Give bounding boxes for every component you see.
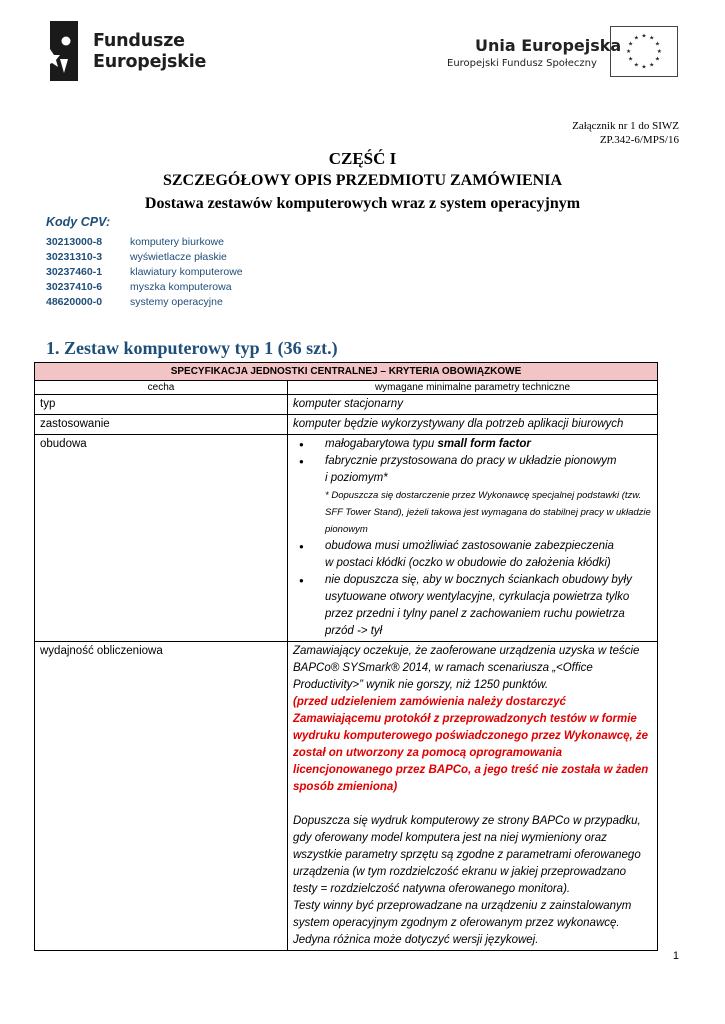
- paragraph: Testy winny być przeprowadzane na urządzeniu z zainstalowanym system operacyjnym zgodnym z oferowanym przez wykonawcę. Jedyna różnica może dotyczyć wersji językowej.: [293, 900, 632, 946]
- case-code: ZP.342-6/MPS/16: [599, 134, 679, 146]
- svg-text:★: ★: [626, 48, 632, 55]
- annex-reference: Załącznik nr 1 do SIWZ: [572, 120, 679, 132]
- fundusze-europejskie-logo-icon: [46, 19, 82, 83]
- part-title: CZĘŚĆ I: [328, 149, 397, 168]
- section-heading: 1. Zestaw komputerowy typ 1 (36 szt.): [46, 338, 338, 358]
- svg-text:★: ★: [627, 56, 634, 63]
- list-item-text: obudowa musi umożliwiać zastosowanie zabezpieczenia: [325, 540, 614, 552]
- list-item-text: w postaci kłódki (oczko w obudowie do założenia kłódki): [325, 557, 611, 569]
- svg-text:★: ★: [649, 62, 655, 69]
- svg-text:★: ★: [641, 33, 647, 40]
- row-label: obudowa: [35, 435, 288, 642]
- cpv-code: 30237410-6: [46, 281, 103, 293]
- cpv-desc: myszka komputerowa: [130, 281, 232, 293]
- list-item-bold: small form factor: [437, 438, 531, 450]
- table-row: [35, 415, 658, 435]
- row-value: [288, 642, 658, 951]
- row-label: wydajność obliczeniowa: [35, 642, 288, 951]
- table-row: [35, 642, 658, 951]
- list-item: [293, 538, 652, 572]
- row-label: zastosowanie: [35, 415, 288, 435]
- list-item: [293, 453, 652, 538]
- eu-flag-icon: [610, 26, 678, 77]
- table-row: [35, 435, 658, 642]
- footnote: * Dopuszcza się dostarczenie przez Wykonawcę specjalnej podstawki (tzw. SFF Tower Stand), jeżeli takowa jest wymagana do stabilnej pracy w układzie pionowym: [325, 490, 651, 535]
- fe-logo-line1: Fundusze: [93, 31, 185, 51]
- cpv-code: 30231310-3: [46, 251, 103, 263]
- list-item: [293, 436, 652, 453]
- svg-text:★: ★: [649, 35, 655, 42]
- list-item: ● nie dopuszcza się, aby w bocznych ściankach obudowy były usytuowane otwory wentylacyjne, cyrkulacja powietrza tylko przez przedni i tylny panel z zachowaniem ruchu powietrza przód -> tył: [293, 572, 652, 640]
- cpv-code: 48620000-0: [46, 296, 103, 308]
- list-item-text: małogabarytowa typu: [325, 438, 438, 450]
- svg-text:★: ★: [641, 64, 647, 71]
- svg-text:★: ★: [656, 48, 662, 55]
- paragraph: Zamawiający oczekuje, że zaoferowane urządzenia uzyska w teście BAPCo® SYSmark® 2014, w ramach scenariusza „<Office Productivity>” wynik nie gorszy, niż 1250 punktów.: [293, 645, 640, 691]
- row-value: komputer stacjonarny: [288, 395, 658, 415]
- main-title: SZCZEGÓŁOWY OPIS PRZEDMIOTU ZAMÓWIENIA: [162, 172, 562, 189]
- cpv-desc: wyświetlacze płaskie: [130, 251, 227, 263]
- cpv-desc: komputery biurkowe: [130, 236, 224, 248]
- list-item-text: fabrycznie przystosowana do pracy w układzie pionowym: [325, 455, 617, 467]
- row-value: komputer będzie wykorzystywany dla potrzeb aplikacji biurowych: [288, 415, 658, 435]
- cpv-desc: systemy operacyjne: [130, 296, 223, 308]
- page-number: 1: [672, 950, 679, 962]
- table-header: SPECYFIKACJA JEDNOSTKI CENTRALNEJ – KRYTERIA OBOWIĄZKOWE: [35, 363, 658, 381]
- red-notice: (przed udzieleniem zamówienia należy dostarczyć Zamawiającemu protokół z przeprowadzonych testów w formie wydruku komputerowego poświadczonego przez Wykonawcę, że został on utworzony za pomocą oprogramowania licencjonowanego przez BAPCo, a jego treść nie została w żaden sposób zmieniona): [293, 696, 649, 793]
- paragraph: Dopuszcza się wydruk komputerowy ze strony BAPCo w przypadku, gdy oferowany model komputera jest na niej wymieniony oraz wszystkie parametry sprzętu są zgodne z parametrami oferowanego urządzenia (w tym rozdzielczość ekranu w jakiej przeprowadzano testy = rozdzielczość natywna oferowanego monitora).: [293, 815, 641, 895]
- column-header-feature: cecha: [35, 381, 288, 395]
- svg-text:★: ★: [633, 62, 639, 69]
- cpv-code: 30213000-8: [46, 236, 103, 248]
- subtitle: Dostawa zestawów komputerowych wraz z system operacyjnym: [144, 195, 581, 212]
- ue-title: Unia Europejska: [475, 36, 622, 55]
- ue-subtitle: Europejski Fundusz Społeczny: [447, 58, 597, 69]
- cpv-title: Kody CPV:: [46, 215, 111, 229]
- table-row: [35, 395, 658, 415]
- svg-text:★: ★: [627, 41, 634, 48]
- svg-text:★: ★: [633, 35, 639, 42]
- fe-logo-line2: Europejskie: [93, 52, 207, 72]
- row-label: typ: [35, 395, 288, 415]
- cpv-code: 30237460-1: [46, 266, 103, 278]
- row-value: [288, 435, 658, 642]
- svg-text:★: ★: [654, 56, 661, 63]
- list-item-text: i poziomym*: [325, 472, 388, 484]
- svg-text:★: ★: [654, 41, 661, 48]
- column-header-params: wymagane minimalne parametry techniczne: [288, 381, 658, 395]
- bullet-list: [293, 436, 652, 640]
- spec-table: [34, 362, 658, 951]
- cpv-desc: klawiatury komputerowe: [130, 266, 243, 278]
